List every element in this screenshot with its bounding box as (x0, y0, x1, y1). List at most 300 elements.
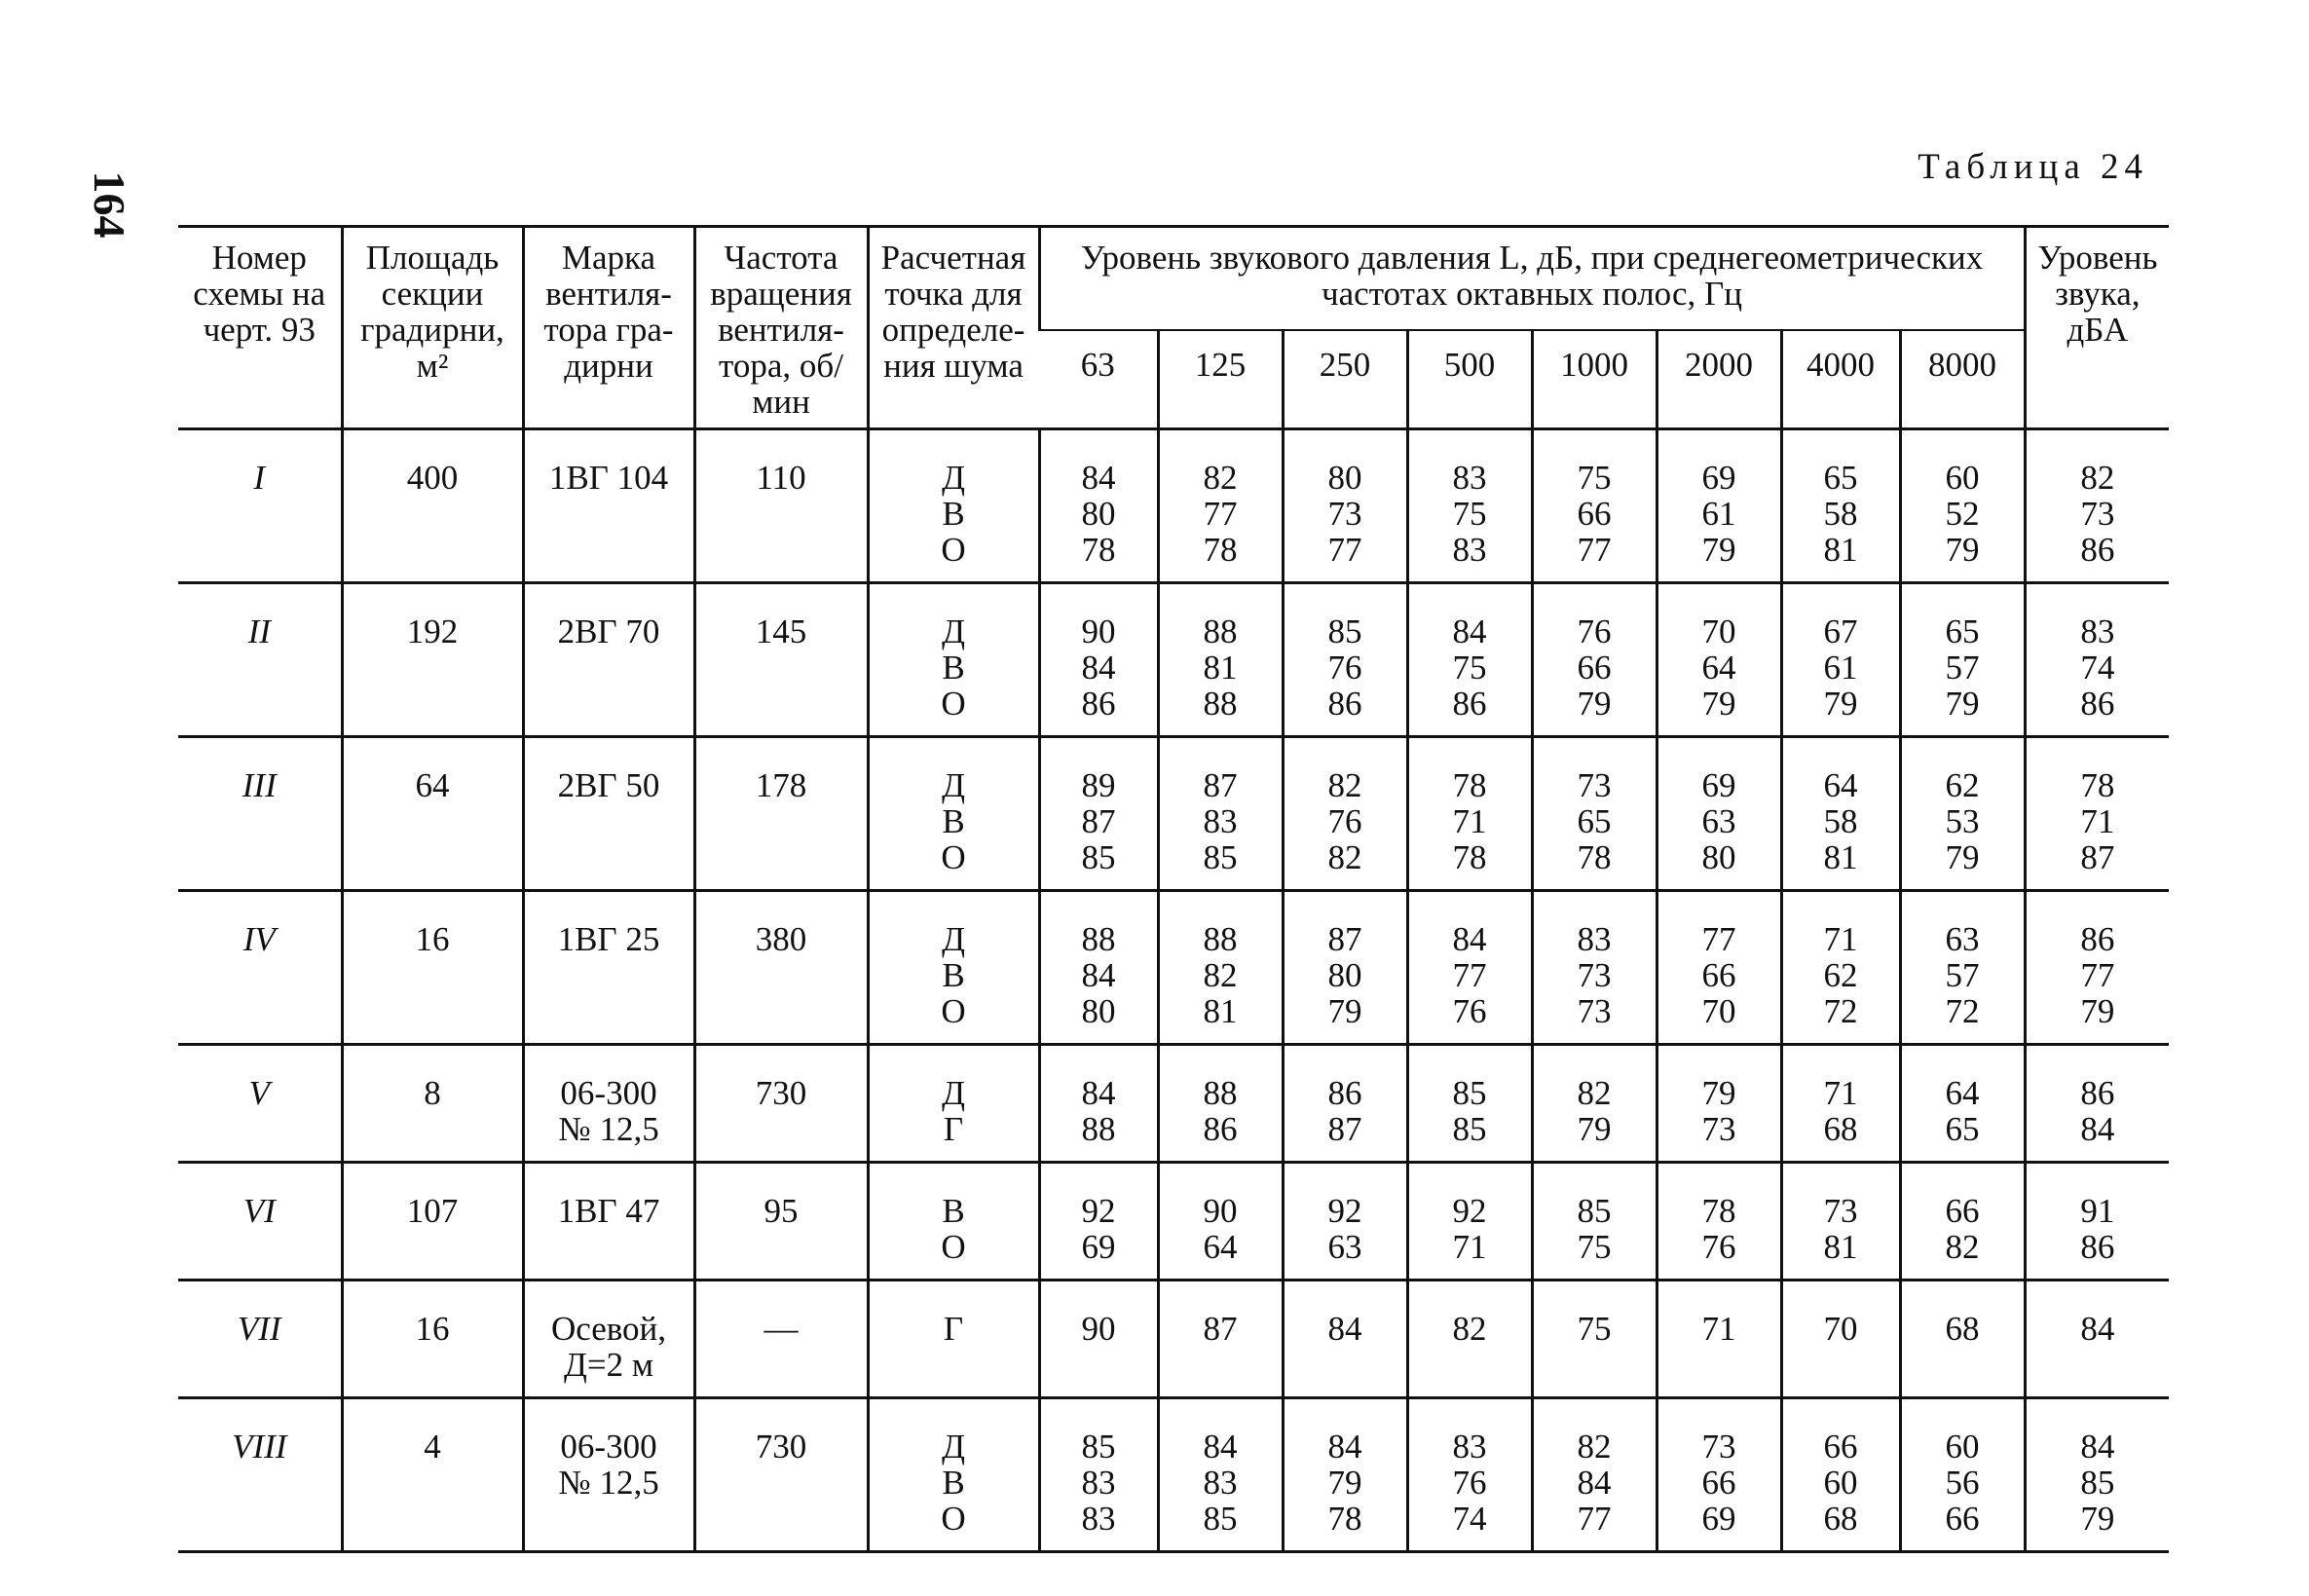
level-value: 88 (1081, 1110, 1116, 1148)
level-value: 81 (1823, 1228, 1858, 1266)
total-value: 86 (2080, 920, 2115, 958)
fan-line: 1ВГ 25 (557, 920, 660, 958)
level-value: 87 (1081, 802, 1116, 840)
level-value: 77 (1701, 920, 1736, 958)
level-cell (1407, 1045, 1532, 1163)
total-cell (2025, 1398, 2169, 1552)
total-value: 71 (2080, 802, 2115, 840)
level-cell (1407, 1398, 1532, 1552)
level-value: 77 (1203, 495, 1238, 533)
header-freq-500: 500 (1407, 330, 1532, 428)
scheme-cell: VIII (178, 1398, 342, 1552)
level-value: 57 (1945, 649, 1980, 687)
level-value: 82 (1203, 459, 1238, 497)
level-cell (1039, 1163, 1158, 1281)
level-value: 83 (1577, 920, 1612, 958)
page-number: 164 (85, 170, 134, 239)
level-value: 56 (1945, 1464, 1980, 1502)
level-value: 77 (1577, 531, 1612, 569)
level-value: 64 (1701, 649, 1736, 687)
total-cell (2025, 1045, 2169, 1163)
level-value: 84 (1452, 920, 1487, 958)
level-value: 90 (1081, 612, 1116, 650)
table-body (178, 429, 2169, 1552)
scheme-cell: III (178, 737, 342, 891)
level-cell (1407, 737, 1532, 891)
level-value: 65 (1945, 612, 1980, 650)
level-value: 69 (1701, 766, 1736, 804)
level-cell (1781, 1163, 1900, 1281)
level-value: 80 (1327, 459, 1362, 497)
level-value: 84 (1203, 1428, 1238, 1466)
level-value: 64 (1823, 766, 1858, 804)
level-cell (1532, 1163, 1657, 1281)
total-value: 77 (2080, 956, 2115, 994)
header-area: Площадь секции градирни, м² (342, 227, 523, 429)
total-value: 74 (2080, 649, 2115, 687)
level-value: 79 (1823, 685, 1858, 723)
fan-line: 06-300 (560, 1074, 657, 1112)
level-value: 84 (1452, 612, 1487, 650)
speed-cell: 730 (694, 1398, 868, 1552)
speed-cell: 110 (694, 429, 868, 583)
level-value: 81 (1203, 992, 1238, 1030)
level-value: 63 (1327, 1228, 1362, 1266)
level-value: 67 (1823, 612, 1858, 650)
level-value: 87 (1203, 766, 1238, 804)
level-cell (1657, 891, 1781, 1045)
level-value: 73 (1577, 956, 1612, 994)
fan-line: № 12,5 (558, 1464, 659, 1502)
level-value: 81 (1203, 649, 1238, 687)
level-value: 79 (1701, 685, 1736, 723)
level-cell (1781, 1398, 1900, 1552)
total-cell (2025, 429, 2169, 583)
level-cell (1657, 1281, 1781, 1398)
level-value: 66 (1823, 1428, 1858, 1466)
table-container (178, 225, 2158, 1553)
level-cell (1532, 583, 1657, 737)
point-label: Г (943, 1110, 964, 1148)
point-cell (868, 1398, 1039, 1552)
level-value: 87 (1327, 1110, 1362, 1148)
level-cell (1657, 1163, 1781, 1281)
level-value: 75 (1577, 1228, 1612, 1266)
total-cell (2025, 583, 2169, 737)
level-value: 78 (1452, 838, 1487, 876)
point-cell (868, 1045, 1039, 1163)
header-total: Уровень звука, дБА (2025, 227, 2169, 429)
fan-cell (523, 1163, 694, 1281)
level-value: 71 (1823, 1074, 1858, 1112)
table-row (178, 1045, 2169, 1163)
header-freq-2000: 2000 (1657, 330, 1781, 428)
level-value: 88 (1203, 685, 1238, 723)
table-row (178, 1163, 2169, 1281)
area-cell: 64 (342, 737, 523, 891)
level-value: 86 (1452, 685, 1487, 723)
level-value: 61 (1823, 649, 1858, 687)
point-cell (868, 891, 1039, 1045)
level-value: 92 (1452, 1192, 1487, 1230)
speed-cell: 95 (694, 1163, 868, 1281)
total-value: 73 (2080, 495, 2115, 533)
fan-cell (523, 1045, 694, 1163)
point-label: О (941, 1228, 966, 1266)
level-value: 84 (1327, 1310, 1362, 1348)
level-cell (1039, 1398, 1158, 1552)
level-value: 80 (1701, 838, 1736, 876)
level-cell (1900, 891, 2025, 1045)
level-cell (1039, 1281, 1158, 1398)
level-cell (1657, 1045, 1781, 1163)
total-value: 84 (2080, 1310, 2115, 1348)
level-cell (1781, 1045, 1900, 1163)
level-value: 75 (1452, 649, 1487, 687)
level-value: 60 (1945, 1428, 1980, 1466)
level-value: 66 (1701, 1464, 1736, 1502)
fan-line: 2ВГ 50 (557, 766, 660, 804)
level-value: 76 (1327, 649, 1362, 687)
fan-line: № 12,5 (558, 1110, 659, 1148)
fan-line: 06-300 (560, 1428, 657, 1466)
level-cell (1532, 737, 1657, 891)
level-value: 58 (1823, 802, 1858, 840)
table-row (178, 891, 2169, 1045)
header-point: Расчетная точка для определе- ния шума (868, 227, 1039, 429)
header-level-group: Уровень звукового давления L, дБ, при среднегеометрических частотах октавных полос, Гц (1039, 227, 2025, 331)
point-label: О (941, 838, 966, 876)
level-cell (1039, 1045, 1158, 1163)
noise-level-table (178, 225, 2169, 1553)
point-label: Д (942, 766, 965, 804)
speed-cell: 178 (694, 737, 868, 891)
level-value: 76 (1327, 802, 1362, 840)
level-value: 57 (1945, 956, 1980, 994)
level-value: 78 (1327, 1500, 1362, 1538)
level-value: 64 (1203, 1228, 1238, 1266)
level-value: 85 (1203, 838, 1238, 876)
total-value: 85 (2080, 1464, 2115, 1502)
scheme-cell: V (178, 1045, 342, 1163)
level-value: 82 (1327, 766, 1362, 804)
header-freq-250: 250 (1283, 330, 1407, 428)
level-value: 84 (1081, 649, 1116, 687)
point-label: Д (942, 459, 965, 497)
level-value: 82 (1945, 1228, 1980, 1266)
level-cell (1158, 1045, 1283, 1163)
level-cell (1532, 1045, 1657, 1163)
scheme-cell: I (178, 429, 342, 583)
total-value: 87 (2080, 838, 2115, 876)
level-cell (1407, 583, 1532, 737)
total-value: 91 (2080, 1192, 2115, 1230)
fan-line: Осевой, (550, 1310, 667, 1348)
point-label: Д (942, 920, 965, 958)
level-value: 77 (1452, 956, 1487, 994)
level-value: 70 (1701, 612, 1736, 650)
level-value: 58 (1823, 495, 1858, 533)
scheme-cell: IV (178, 891, 342, 1045)
area-cell: 4 (342, 1398, 523, 1552)
level-cell (1900, 1281, 2025, 1398)
level-value: 76 (1577, 612, 1612, 650)
level-value: 84 (1081, 1074, 1116, 1112)
level-value: 83 (1081, 1500, 1116, 1538)
level-cell (1283, 1045, 1407, 1163)
level-cell (1781, 1281, 1900, 1398)
level-value: 79 (1701, 1074, 1736, 1112)
level-value: 73 (1701, 1110, 1736, 1148)
level-value: 81 (1823, 838, 1858, 876)
level-cell (1158, 891, 1283, 1045)
level-value: 82 (1577, 1074, 1612, 1112)
level-value: 77 (1327, 531, 1362, 569)
point-label: Д (942, 1074, 965, 1112)
level-value: 62 (1823, 956, 1858, 994)
level-value: 92 (1081, 1192, 1116, 1230)
point-label: Д (942, 1428, 965, 1466)
level-value: 85 (1203, 1500, 1238, 1538)
total-value: 78 (2080, 766, 2115, 804)
level-value: 76 (1452, 992, 1487, 1030)
point-cell (868, 1281, 1039, 1398)
level-value: 83 (1081, 1464, 1116, 1502)
level-value: 77 (1577, 1500, 1612, 1538)
level-value: 88 (1203, 920, 1238, 958)
level-value: 63 (1701, 802, 1736, 840)
point-label: О (941, 531, 966, 569)
point-label: О (941, 1500, 966, 1538)
level-value: 79 (1945, 685, 1980, 723)
table-row (178, 583, 2169, 737)
table-caption: Таблица 24 (1918, 147, 2148, 187)
table-row (178, 429, 2169, 583)
level-cell (1532, 1281, 1657, 1398)
header-freq-63: 63 (1039, 330, 1158, 428)
level-value: 92 (1327, 1192, 1362, 1230)
area-cell: 16 (342, 1281, 523, 1398)
total-value: 82 (2080, 459, 2115, 497)
point-label: В (942, 956, 965, 994)
header-speed: Частота вращения вентиля- тора, об/мин (694, 227, 868, 429)
point-label: В (942, 649, 965, 687)
level-value: 88 (1203, 1074, 1238, 1112)
level-value: 66 (1945, 1500, 1980, 1538)
level-cell (1900, 1398, 2025, 1552)
level-value: 83 (1452, 531, 1487, 569)
level-cell (1158, 737, 1283, 891)
level-value: 79 (1577, 685, 1612, 723)
level-value: 73 (1701, 1428, 1736, 1466)
level-cell (1407, 1163, 1532, 1281)
total-value: 79 (2080, 1500, 2115, 1538)
level-value: 79 (1701, 531, 1736, 569)
level-cell (1039, 429, 1158, 583)
level-cell (1657, 429, 1781, 583)
level-value: 86 (1327, 685, 1362, 723)
level-cell (1283, 891, 1407, 1045)
level-value: 66 (1701, 956, 1736, 994)
total-value: 86 (2080, 1074, 2115, 1112)
level-cell (1407, 429, 1532, 583)
scheme-cell: VII (178, 1281, 342, 1398)
level-value: 79 (1327, 1464, 1362, 1502)
level-value: 80 (1081, 495, 1116, 533)
level-cell (1657, 583, 1781, 737)
level-cell (1039, 737, 1158, 891)
level-value: 85 (1081, 838, 1116, 876)
level-value: 86 (1203, 1110, 1238, 1148)
level-cell (1900, 583, 2025, 737)
fan-cell (523, 737, 694, 891)
level-value: 82 (1577, 1428, 1612, 1466)
total-value: 79 (2080, 992, 2115, 1030)
area-cell: 8 (342, 1045, 523, 1163)
level-value: 84 (1081, 459, 1116, 497)
level-value: 65 (1945, 1110, 1980, 1148)
level-cell (1532, 1398, 1657, 1552)
level-value: 52 (1945, 495, 1980, 533)
point-label: В (942, 1464, 965, 1502)
level-cell (1781, 583, 1900, 737)
level-value: 70 (1823, 1310, 1858, 1348)
fan-line: 1ВГ 104 (548, 459, 669, 497)
level-cell (1781, 891, 1900, 1045)
level-value: 66 (1945, 1192, 1980, 1230)
header-freq-1000: 1000 (1532, 330, 1657, 428)
header-fan: Марка вентиля- тора гра- дирни (523, 227, 694, 429)
level-value: 86 (1081, 685, 1116, 723)
header-freq-125: 125 (1158, 330, 1283, 428)
level-value: 90 (1081, 1310, 1116, 1348)
level-value: 71 (1823, 920, 1858, 958)
table-row (178, 1398, 2169, 1552)
speed-cell: — (694, 1281, 868, 1398)
level-value: 78 (1577, 838, 1612, 876)
level-cell (1158, 1398, 1283, 1552)
point-label: В (942, 1192, 965, 1230)
level-value: 80 (1081, 992, 1116, 1030)
level-cell (1407, 1281, 1532, 1398)
level-value: 84 (1327, 1428, 1362, 1466)
total-value: 83 (2080, 612, 2115, 650)
table-row (178, 1281, 2169, 1398)
fan-cell (523, 583, 694, 737)
point-cell (868, 1163, 1039, 1281)
level-value: 65 (1577, 802, 1612, 840)
level-value: 53 (1945, 802, 1980, 840)
level-value: 72 (1945, 992, 1980, 1030)
level-cell (1283, 1163, 1407, 1281)
level-cell (1283, 429, 1407, 583)
level-cell (1900, 429, 2025, 583)
level-value: 68 (1945, 1310, 1980, 1348)
level-value: 76 (1452, 1464, 1487, 1502)
level-value: 88 (1203, 612, 1238, 650)
level-value: 90 (1203, 1192, 1238, 1230)
total-cell (2025, 1163, 2169, 1281)
level-value: 85 (1327, 612, 1362, 650)
level-value: 76 (1701, 1228, 1736, 1266)
level-cell (1283, 1281, 1407, 1398)
level-value: 66 (1577, 495, 1612, 533)
level-value: 87 (1203, 1310, 1238, 1348)
level-value: 81 (1823, 531, 1858, 569)
level-cell (1900, 1163, 2025, 1281)
header-freq-8000: 8000 (1900, 330, 2025, 428)
scheme-cell: II (178, 583, 342, 737)
point-label: В (942, 802, 965, 840)
point-label: О (941, 992, 966, 1030)
level-cell (1158, 583, 1283, 737)
level-value: 83 (1203, 1464, 1238, 1502)
level-value: 78 (1081, 531, 1116, 569)
total-cell (2025, 891, 2169, 1045)
level-value: 78 (1452, 766, 1487, 804)
level-value: 63 (1945, 920, 1980, 958)
level-value: 82 (1327, 838, 1362, 876)
total-cell (2025, 737, 2169, 891)
level-value: 85 (1577, 1192, 1612, 1230)
point-cell (868, 583, 1039, 737)
level-value: 85 (1081, 1428, 1116, 1466)
table-row (178, 737, 2169, 891)
level-cell (1158, 1163, 1283, 1281)
fan-line: Д=2 м (563, 1346, 653, 1384)
level-cell (1532, 429, 1657, 583)
level-cell (1283, 737, 1407, 891)
level-value: 60 (1823, 1464, 1858, 1502)
level-value: 83 (1452, 459, 1487, 497)
header-scheme: Номер схемы на черт. 93 (178, 227, 342, 429)
level-value: 78 (1203, 531, 1238, 569)
level-value: 73 (1823, 1192, 1858, 1230)
area-cell: 16 (342, 891, 523, 1045)
level-value: 70 (1701, 992, 1736, 1030)
level-cell (1407, 891, 1532, 1045)
level-cell (1900, 737, 2025, 891)
fan-cell (523, 1398, 694, 1552)
level-cell (1039, 891, 1158, 1045)
level-value: 78 (1701, 1192, 1736, 1230)
level-cell (1657, 1398, 1781, 1552)
level-value: 68 (1823, 1500, 1858, 1538)
fan-cell (523, 1281, 694, 1398)
level-value: 83 (1203, 802, 1238, 840)
level-value: 66 (1577, 649, 1612, 687)
level-value: 84 (1577, 1464, 1612, 1502)
level-value: 82 (1203, 956, 1238, 994)
area-cell: 400 (342, 429, 523, 583)
level-value: 71 (1452, 802, 1487, 840)
level-value: 72 (1823, 992, 1858, 1030)
level-value: 79 (1945, 838, 1980, 876)
area-cell: 192 (342, 583, 523, 737)
level-value: 83 (1452, 1428, 1487, 1466)
level-value: 69 (1701, 459, 1736, 497)
total-value: 84 (2080, 1428, 2115, 1466)
fan-line: 1ВГ 47 (557, 1192, 660, 1230)
level-value: 69 (1701, 1500, 1736, 1538)
total-value: 86 (2080, 685, 2115, 723)
level-cell (1039, 583, 1158, 737)
point-label: Г (943, 1310, 964, 1348)
level-value: 69 (1081, 1228, 1116, 1266)
level-value: 68 (1823, 1110, 1858, 1148)
speed-cell: 730 (694, 1045, 868, 1163)
total-value: 86 (2080, 1228, 2115, 1266)
